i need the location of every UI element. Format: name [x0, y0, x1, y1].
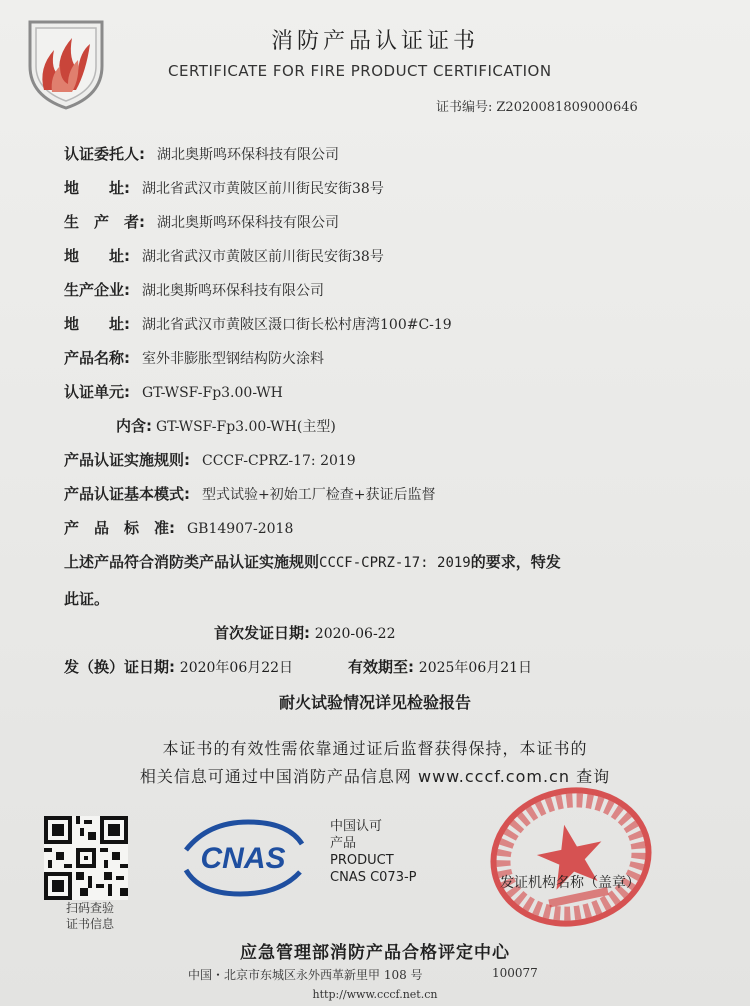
first-issue-row: [214, 622, 396, 643]
mode-value: 型式试验+初始工厂检查+获证后监督: [202, 487, 436, 503]
valid-until-label: 有效期至:: [348, 658, 414, 676]
issuer-website-link[interactable]: http://www.cccf.net.cn: [312, 988, 438, 1001]
cert-unit-row: [64, 378, 283, 406]
rule-value: CCCF-CPRZ-17: 2019: [202, 453, 356, 469]
factory-address-label: 地 址:: [64, 315, 130, 333]
validity-note-line1: 本证书的有效性需依靠通过证后监督获得保持，本证书的: [162, 739, 588, 758]
cert-unit-value: GT-WSF-Fp3.00-WH: [142, 385, 283, 401]
client-label: 认证委托人:: [64, 145, 145, 163]
accreditation-text: [330, 818, 417, 886]
factory-value: 湖北奥斯鸣环保科技有限公司: [142, 283, 324, 299]
qr-code-icon[interactable]: [44, 816, 128, 900]
issue-date-label: 发（换）证日期:: [64, 658, 175, 676]
producer-address-label: 地 址:: [64, 247, 130, 265]
cert-number-value: Z2020081809000646: [496, 100, 638, 115]
issuer-address: 中国・北京市东城区永外西革新里甲 108 号: [188, 968, 423, 982]
first-issue-value: 2020-06-22: [314, 626, 396, 642]
issuer-zip: 100077: [492, 966, 538, 980]
client-address-label: 地 址:: [64, 179, 130, 197]
accreditation-line3: PRODUCT: [330, 853, 394, 868]
cert-number-label: 证书编号:: [436, 100, 493, 115]
accreditation-line4: CNAS C073-P: [330, 870, 417, 885]
standard-row: [64, 514, 293, 542]
issue-date-value: 2020年06月22日: [179, 660, 294, 676]
statement-part1: 上述产品符合消防类产品认证实施规则: [64, 553, 320, 571]
producer-row: [64, 208, 339, 236]
factory-address-row: [64, 310, 452, 338]
issue-date-row: [64, 656, 293, 677]
mode-row: [64, 480, 435, 508]
accreditation-line2: 产品: [330, 836, 357, 851]
cnas-logo: [178, 816, 308, 900]
conformity-statement: [64, 544, 684, 617]
valid-until-value: 2025年06月21日: [418, 660, 533, 676]
client-value: 湖北奥斯鸣环保科技有限公司: [157, 147, 339, 163]
factory-label: 生产企业:: [64, 281, 130, 299]
producer-label: 生 产 者:: [64, 213, 145, 231]
product-name-row: [64, 344, 324, 372]
factory-row: [64, 276, 324, 304]
cnas-logo-text: CNAS: [200, 842, 286, 875]
valid-until-row: [348, 656, 532, 677]
cert-unit-label: 认证单元:: [64, 383, 130, 401]
issuing-center-name: 应急管理部消防产品合格评定中心: [240, 943, 510, 963]
factory-address-value: 湖北省武汉市黄陂区滠口街长松村唐湾100#C-19: [142, 317, 452, 333]
certificate-number: [436, 96, 638, 115]
issuer-label: 发证机构名称（盖章）: [500, 875, 640, 891]
contains-row: [116, 412, 336, 440]
client-address-row: [64, 174, 384, 202]
certificate-subtitle: CERTIFICATE FOR FIRE PRODUCT CERTIFICATION: [168, 62, 552, 80]
client-address-value: 湖北省武汉市黄陂区前川街民安街38号: [142, 181, 384, 197]
producer-address-value: 湖北省武汉市黄陂区前川街民安街38号: [142, 249, 384, 265]
accreditation-line1: 中国认可: [330, 819, 383, 834]
producer-address-row: [64, 242, 384, 270]
standard-label: 产 品 标 准:: [64, 519, 175, 537]
product-name-value: 室外非膨胀型钢结构防火涂料: [142, 351, 324, 367]
contains-label: 内含:: [116, 417, 152, 435]
qr-caption: [50, 900, 130, 932]
producer-value: 湖北奥斯鸣环保科技有限公司: [157, 215, 339, 231]
report-note: 耐火试验情况详见检验报告: [278, 693, 471, 712]
first-issue-label: 首次发证日期:: [214, 624, 310, 642]
client-row: [64, 140, 339, 168]
validity-note-line2: 相关信息可通过中国消防产品信息网 www.cccf.com.cn 查询: [139, 767, 611, 786]
statement-part2: 的要求，特发: [470, 553, 561, 571]
product-name-label: 产品名称:: [64, 349, 130, 367]
rule-label: 产品认证实施规则:: [64, 451, 190, 469]
qr-caption-line2: 证书信息: [65, 917, 114, 931]
statement-rule: CCCF-CPRZ-17: 2019: [319, 555, 471, 571]
statement-part3: 此证。: [64, 590, 110, 608]
official-seal-stamp: [476, 782, 666, 932]
standard-value: GB14907-2018: [187, 521, 294, 537]
certificate-title: 消防产品认证证书: [270, 29, 479, 54]
mode-label: 产品认证基本模式:: [64, 485, 190, 503]
rule-row: [64, 446, 356, 474]
contains-value: GT-WSF-Fp3.00-WH(主型): [156, 419, 336, 435]
qr-caption-line1: 扫码查验: [65, 901, 114, 915]
